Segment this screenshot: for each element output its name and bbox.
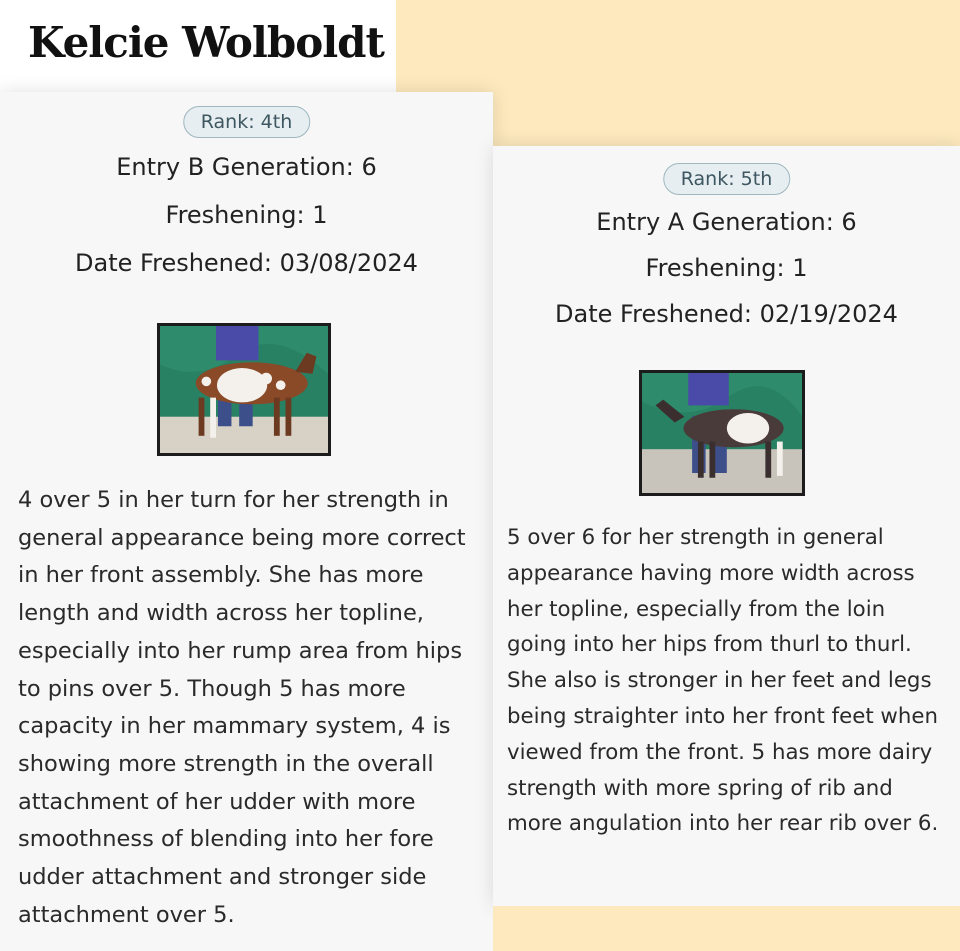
evaluation-text: 5 over 6 for her strength in general appearance having more width across her topline, especially from the loin going into her hips from thurl to thurl. She also is stronger in her feet and legs being straighter into her front feet when viewed from the front. 5 has more dairy strength with more spring of rib and more angulation into her rear rib over 6. [507,525,939,837]
goat-photo[interactable] [639,370,805,496]
entry-card-rank-5 [493,146,960,906]
entry-generation: Entry A Generation: 6 [596,208,857,236]
bottom-background-strip [493,906,960,951]
entry-card-rank-4 [0,92,493,951]
exhibitor-name: Kelcie Wolboldt [28,18,384,67]
freshening: Freshening: 1 [165,201,328,229]
rank-badge: Rank: 5th [663,163,791,195]
freshening: Freshening: 1 [645,254,808,282]
date-freshened: Date Freshened: 03/08/2024 [75,249,418,277]
goat-photo-image [160,326,328,453]
goat-photo-image [642,373,802,493]
entry-generation: Entry B Generation: 6 [116,153,377,181]
evaluation-text: 4 over 5 in her turn for her strength in general appearance being more correct in her front assembly. She has more length and width across her topline, especially into her rump area from hips to pins over 5. Though 5 has more capacity in her mammary system, 4 is showing more strength in the overall attachment of her udder with more smoothness of blending into her fore udder attachment and stronger side attachment over 5. [18,487,466,928]
rank-badge: Rank: 4th [183,106,311,138]
goat-photo[interactable] [157,323,331,456]
date-freshened: Date Freshened: 02/19/2024 [555,300,898,328]
name-banner [0,0,396,92]
